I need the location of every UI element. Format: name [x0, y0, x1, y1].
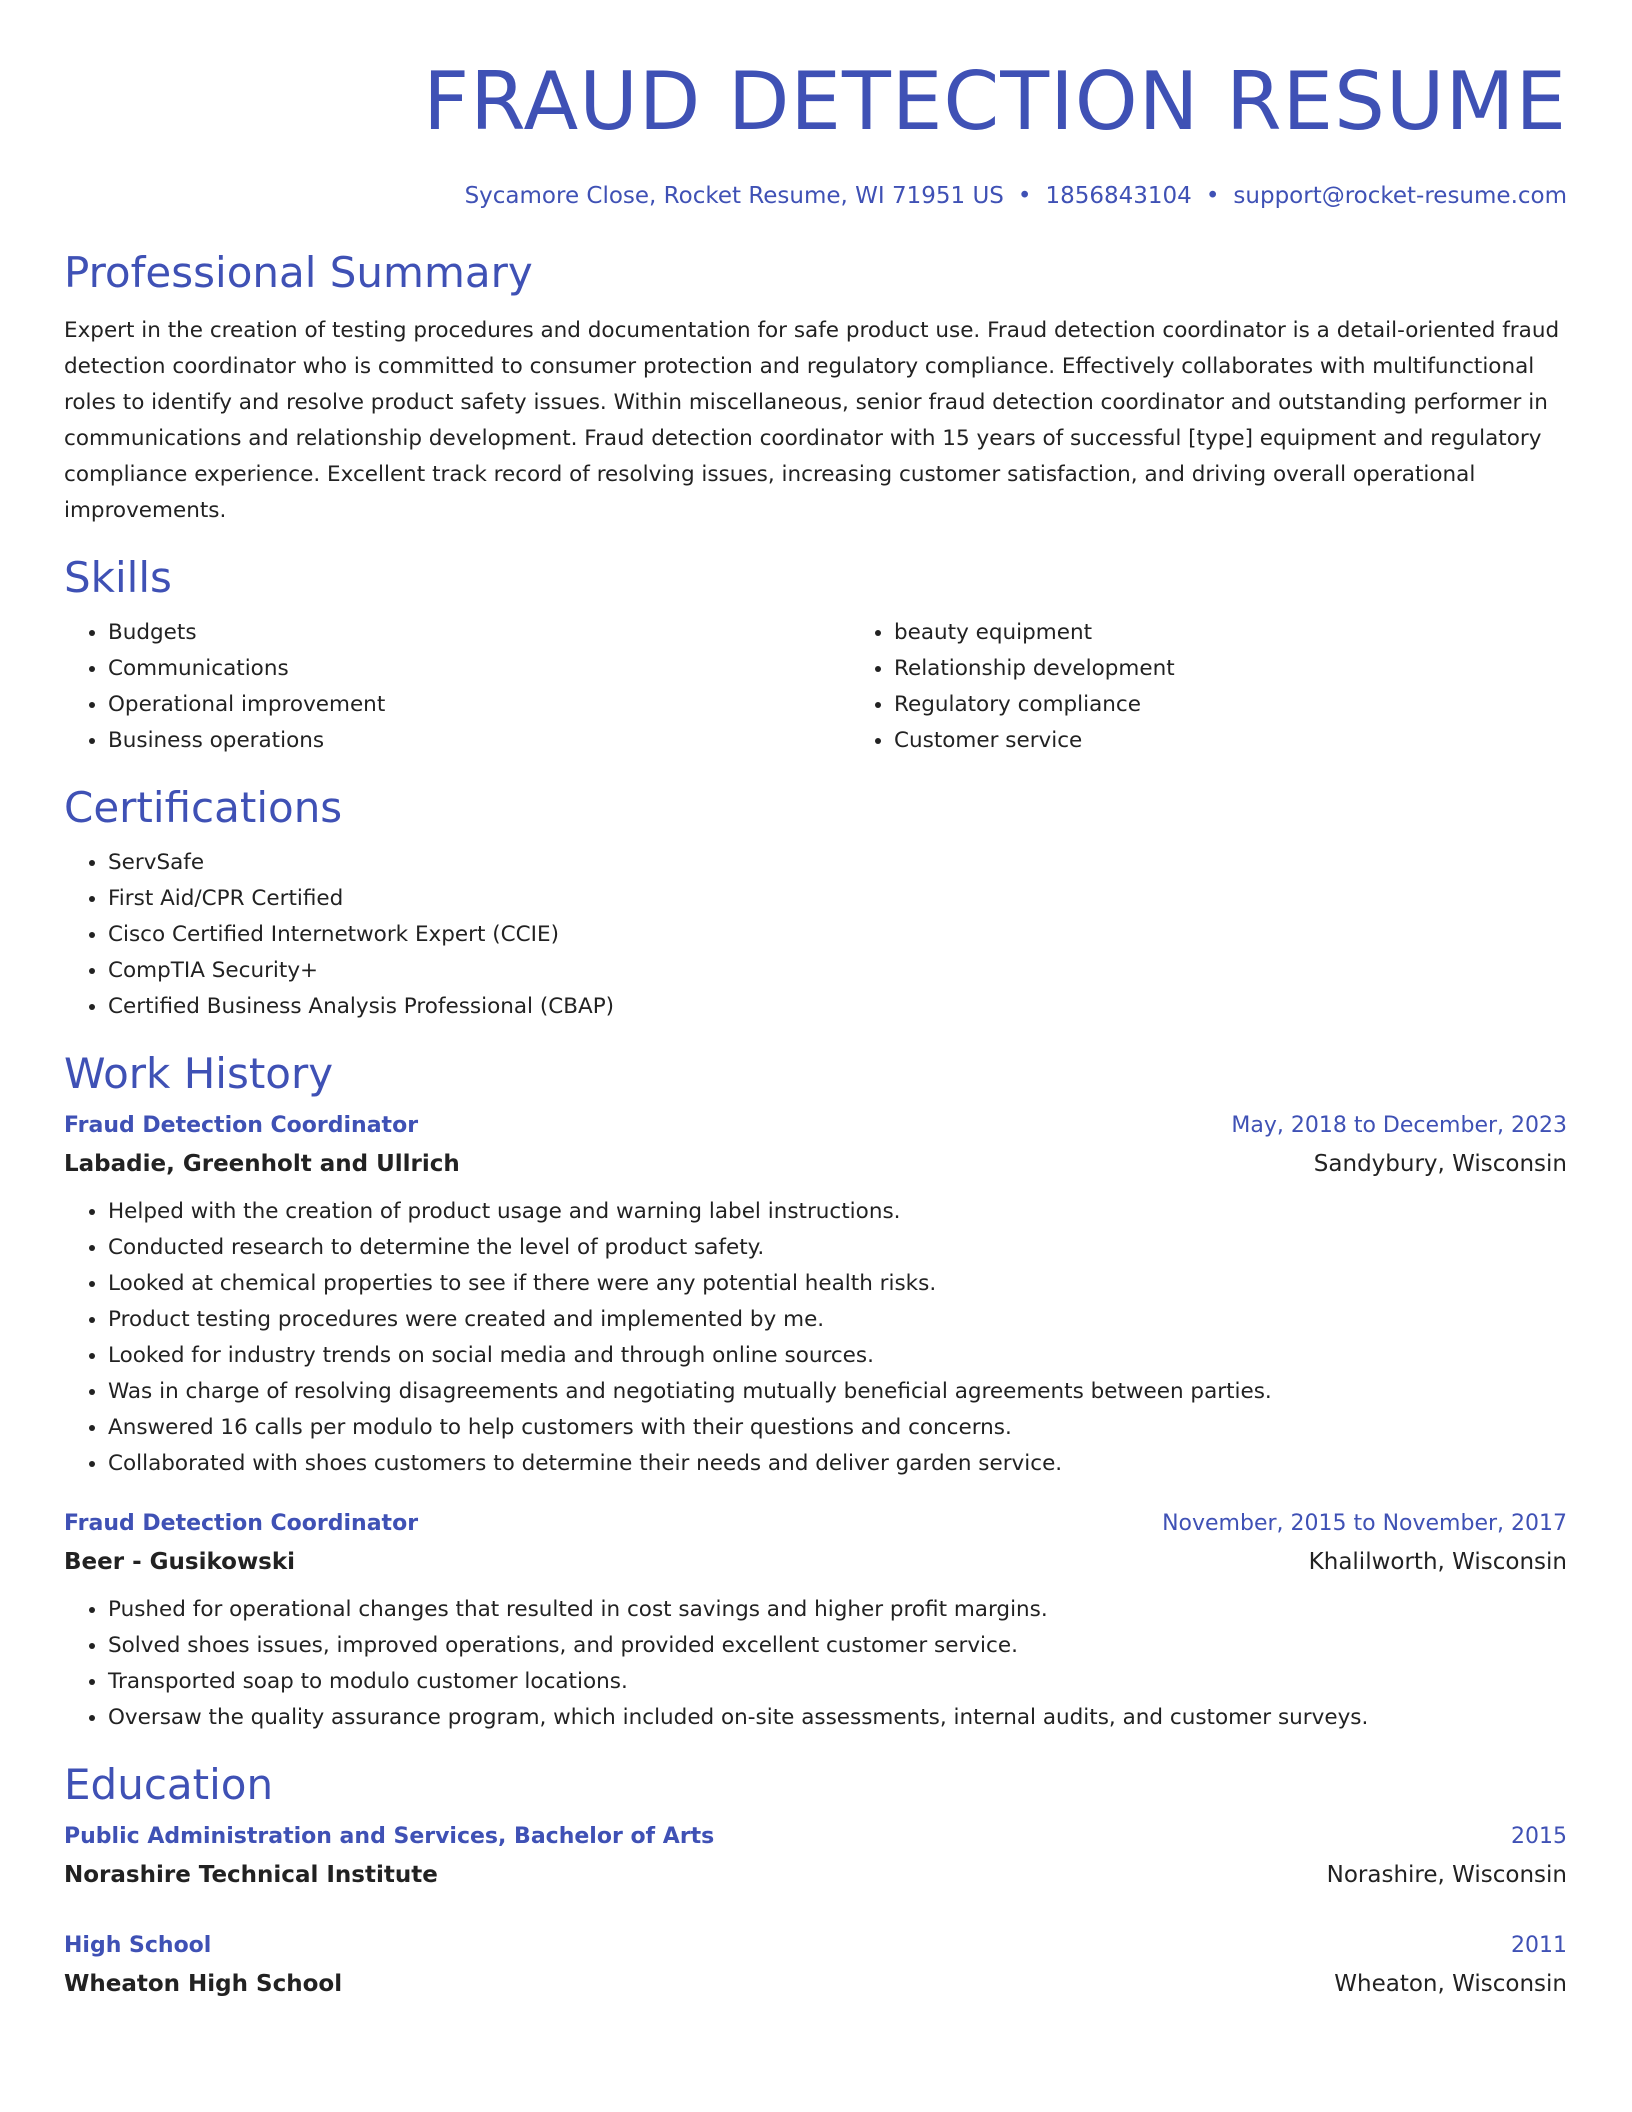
job-dates: May, 2018 to December, 2023: [1231, 1113, 1567, 1138]
certification-item: • Certified Business Analysis Professional (CBAP): [108, 989, 1567, 1025]
job-duty: • Was in charge of resolving disagreements and negotiating mutually beneficial agreements between parties.: [108, 1374, 1567, 1410]
education-year: 2015: [1511, 1824, 1567, 1849]
certifications-list: [64, 845, 1567, 1025]
certification-item: • First Aid/CPR Certified: [108, 881, 1567, 917]
education-school-row: [64, 1964, 1567, 2004]
job-title: Fraud Detection Coordinator: [64, 1113, 419, 1138]
job-duty: • Conducted research to determine the level of product safety.: [108, 1230, 1567, 1266]
skill-item: • beauty equipment: [894, 615, 1632, 651]
job-employer: Beer - Gusikowski: [64, 1549, 296, 1575]
education-location: Wheaton, Wisconsin: [1334, 1971, 1567, 1997]
certification-item: • Cisco Certified Internetwork Expert (CCIE): [108, 917, 1567, 953]
job-duties-list: [64, 1194, 1567, 1482]
education-degree: Public Administration and Services, Bachelor of Arts: [64, 1824, 715, 1849]
summary-text: Expert in the creation of testing procedures and documentation for safe product use. Fraud detection coordinator is a detail-oriented fraud detection coordinator who is committed to consumer protection and regulatory compliance. Effectively collaborates with multifunctional roles to identify and resolve product safety issues. Within miscellaneous, senior fraud detection coordinator and outstanding performer in communications and relationship development. Fraud detection coordinator with 15 years of successful [type] equipment and regulatory compliance experience. Excellent track record of resolving issues, increasing customer satisfaction, and driving overall operational improvements.: [64, 318, 1560, 523]
job-location: Sandybury, Wisconsin: [1313, 1151, 1567, 1177]
education-school: Norashire Technical Institute: [64, 1862, 438, 1888]
education-header-row: [64, 1819, 1567, 1855]
skill-item: • Relationship development: [894, 651, 1632, 687]
education-header-row: [64, 1928, 1567, 1964]
job-entry: [64, 1108, 1567, 1482]
contact-separator: •: [1205, 183, 1220, 209]
certification-item: • CompTIA Security+: [108, 953, 1567, 989]
job-duty: • Pushed for operational changes that resulted in cost savings and higher profit margins.: [108, 1592, 1567, 1628]
skill-item: • Budgets: [108, 615, 850, 651]
certifications-heading: Certifications: [64, 783, 343, 832]
job-duty: • Helped with the creation of product usage and warning label instructions.: [108, 1194, 1567, 1230]
job-title: Fraud Detection Coordinator: [64, 1511, 419, 1536]
job-duty: • Looked at chemical properties to see if there were any potential health risks.: [108, 1266, 1567, 1302]
resume-page: [64, 0, 1567, 2004]
job-duty: • Transported soap to modulo customer locations.: [108, 1664, 1567, 1700]
job-duty: • Looked for industry trends on social media and through online sources.: [108, 1338, 1567, 1374]
job-duty: • Solved shoes issues, improved operations, and provided excellent customer service.: [108, 1628, 1567, 1664]
skills-heading: Skills: [64, 553, 172, 602]
contact-phone: 1856843104: [1045, 183, 1192, 209]
job-header-row: [64, 1108, 1567, 1144]
work-history-heading: Work History: [64, 1049, 334, 1098]
education-entry: [64, 1819, 1567, 1895]
job-dates: November, 2015 to November, 2017: [1162, 1511, 1567, 1536]
education-entry: [64, 1928, 1567, 2004]
job-duty: • Oversaw the quality assurance program, which included on-site assessments, internal audits, and customer surveys.: [108, 1700, 1567, 1736]
contact-email: support@rocket-resume.com: [1233, 183, 1567, 209]
skill-item: • Communications: [108, 651, 850, 687]
job-location: Khalilworth, Wisconsin: [1308, 1549, 1567, 1575]
certifications-section: [64, 780, 1567, 1025]
education-heading: Education: [64, 1760, 274, 1809]
job-duties-list: [64, 1592, 1567, 1736]
job-employer-row: [64, 1144, 1567, 1184]
job-employer: Labadie, Greenholt and Ullrich: [64, 1151, 460, 1177]
skills-section: [64, 550, 1567, 759]
education-degree: High School: [64, 1933, 212, 1958]
education-school: Wheaton High School: [64, 1971, 343, 1997]
contact-separator: •: [1017, 183, 1032, 209]
education-location: Norashire, Wisconsin: [1326, 1862, 1567, 1888]
job-entry: [64, 1506, 1567, 1736]
resume-title: FRAUD DETECTION RESUME: [423, 55, 1567, 148]
job-employer-row: [64, 1542, 1567, 1582]
skill-item: • Regulatory compliance: [894, 687, 1632, 723]
job-duty: • Product testing procedures were created and implemented by me.: [108, 1302, 1567, 1338]
summary-section: [64, 245, 1567, 529]
education-school-row: [64, 1855, 1567, 1895]
skill-item: • Customer service: [894, 723, 1632, 759]
job-duty: • Collaborated with shoes customers to determine their needs and deliver garden service.: [108, 1446, 1567, 1482]
contact-line: [64, 180, 1567, 212]
education-year: 2011: [1511, 1933, 1567, 1958]
work-history-section: [64, 1046, 1567, 1736]
job-header-row: [64, 1506, 1567, 1542]
skills-list-right: [850, 615, 1632, 759]
job-duty: • Answered 16 calls per modulo to help customers with their questions and concerns.: [108, 1410, 1567, 1446]
skill-item: • Operational improvement: [108, 687, 850, 723]
skill-item: • Business operations: [108, 723, 850, 759]
education-section: [64, 1757, 1567, 2004]
summary-heading: Professional Summary: [64, 248, 533, 297]
contact-address: Sycamore Close, Rocket Resume, WI 71951 US: [464, 183, 1004, 209]
skills-columns: [64, 615, 1567, 759]
certification-item: • ServSafe: [108, 845, 1567, 881]
skills-list-left: [64, 615, 850, 759]
